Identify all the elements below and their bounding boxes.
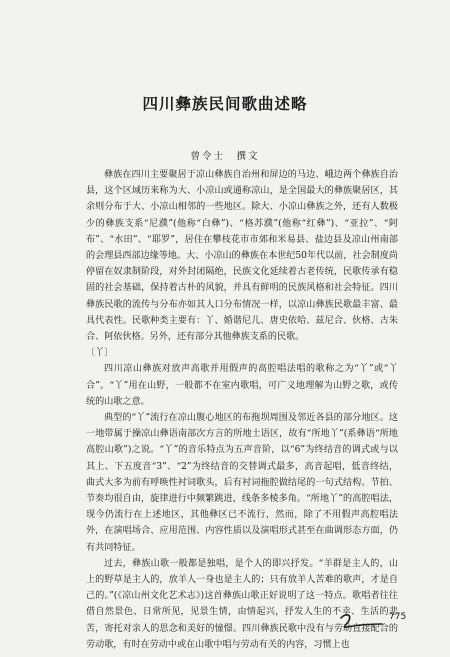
- page-number: 775: [389, 612, 407, 622]
- section-heading-ya: 〔丫〕: [86, 348, 114, 359]
- paragraph-intro: 彝族在四川主要聚居于凉山彝族自治州和屏边的马边、峨边两个彝族自治县，这个区域历来称为大、小凉山或通称凉山，是全国最大的彝族聚居区，其余则分布于大、小凉山相邻的一些地区。除大、小凉山彝族之外，还有人数极少的彝族支系“尼濮”(他称“白彝”)、“格苏濮”(他称“红彝”)、“亚拉”、“阿布”、“水田”、“耶罗”，居住在攀枝花市市郊和米易县、盐边县及凉山州南部的会理县西部边缘等地。大、小凉山的彝族在本世纪50年代以前，社会制度尚停留在奴隶制阶段，对外封闭隔绝，民族文化延续着古老传统，民歌传承有稳固的社会基础，保持着古朴的风貌，并具有鲜明的民族风格和社会特征。四川彝族民歌的流传与分布亦如其人口分布情况一样，以凉山彝族民歌最丰富、最具代表性。民歌种类主要有：丫、婚谐尼儿、唐史依哈、兹尼合、伙格、古朱合、阿依伙格。另外，还有部分其他彝族支系的民歌。: [86, 170, 398, 343]
- author-line: 曾令士 撰文: [190, 151, 260, 162]
- handwritten-mark: [338, 612, 384, 630]
- article-body: [86, 167, 398, 653]
- paragraph-ya-definition: 四川凉山彝族对放声高歌并用假声的高腔唱法唱的歌称之为“丫”或“丫合”。“丫”用在山野，一般都不在室内歌唱，可广义地理解为山野之歌，或传统的山歌之意。: [86, 364, 398, 407]
- paragraph-ya-solo: 过去，彝族山歌一般都是独唱，是个人的即兴抒发。“羊群是主人的，山上的野草是主人的，放羊人一身也是主人的；只有放羊人苦难的歌声，才是自己的。”(《凉山州文化艺术志》)这首彝族山歌正好说明了这一特点。歌唱者往往借自然景色、日常所见，见景生情，由情起兴，抒发人生的不幸、生活的悲苦，寄托对亲人的思念和美好的憧憬。四川彝族民歌中没有与劳动直接配合的劳动歌，有时在劳动中或在山歌中唱与劳动有关的内容，习惯上也: [86, 558, 398, 650]
- article-title: 四川彝族民间歌曲述略: [142, 95, 308, 113]
- paragraph-ya-typical: 典型的“丫”流行在凉山腹心地区的布拖坝周围及邻近各县的部分地区。这一地带属于操凉山彝语南部次方言的所地土语区，故有“所地丫”(系彝语“所地高腔山歌”)之说。“丫”的音乐特点为五声音阶，以“6”为终结音的调式或与以其上、下五度音“3”、“2”为终结音的交替调式最多，高音起唱，低音终结，曲式大多为前有呼唤性衬词歌头，后有衬词拖腔做结尾的一句式结构。节拍、节奏均很自由，旋律进行中频繁跳进，线条多棱多角。“所地丫”的高腔唱法，现今仍流行在上述地区，其他彝区已不流行，然而，除了不用假声高腔唱法外，在演唱场合、应用范围、内容性质以及演唱形式甚至在曲调形态方面，仍有共同特征。: [86, 413, 398, 553]
